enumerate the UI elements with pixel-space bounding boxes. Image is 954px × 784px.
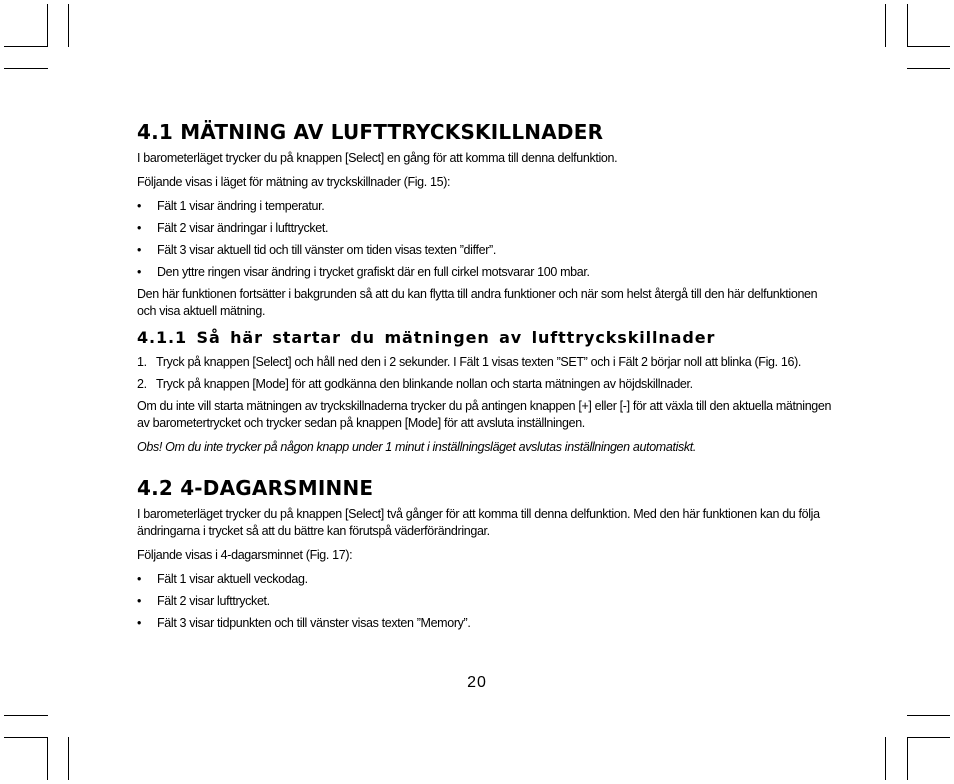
section-heading: 4.2 4-DAGARSMINNE [137,476,374,500]
crop-mark [907,68,950,69]
crop-mark [907,46,950,47]
crop-mark [68,737,69,780]
list-item-text: Fält 2 visar ändringar i lufttrycket. [157,221,329,235]
paragraph: Den här funktionen fortsätter i bakgrunden så att du kan flytta till andra funktioner och när som helst återgå till den här delfunktionen och visa aktuell mätning. [137,287,818,318]
list-item [137,615,833,632]
crop-mark [4,737,48,738]
crop-mark [907,737,950,738]
bullet-marker: • [137,594,142,608]
paragraph: Om du inte vill starta mätningen av tryckskillnaderna trycker du på antingen knappen [+] eller [-] för att växla till den aktuella mätningen av barometertrycket och trycker sedan på knappen [Mode] för att avsluta inställningen. [137,399,832,430]
paragraph: Följande visas i läget för mätning av tryckskillnader (Fig. 15): [137,175,451,189]
section-heading: 4.1 MÄTNING AV LUFTTRYCKSKILLNADER [137,120,604,144]
bullet-marker: • [137,221,142,235]
list-item-text: Fält 3 visar tidpunkten och till vänster visas texten ”Memory”. [157,616,471,630]
list-item-text: Tryck på knappen [Select] och håll ned den i 2 sekunder. I Fält 1 visas texten ”SET” och i Fält 2 börjar noll att blinka (Fig. 16). [156,355,802,369]
crop-mark [68,4,69,47]
crop-mark [907,737,908,780]
step-number: 1. [137,355,147,369]
crop-mark [907,4,908,47]
list-item-text: Fält 1 visar ändring i temperatur. [157,199,325,213]
list-item-text: Tryck på knappen [Mode] för att godkänna den blinkande nollan och starta mätningen av höjdskillnader. [156,377,693,391]
crop-mark [885,4,886,47]
list-item [137,376,833,393]
crop-mark [47,4,48,47]
crop-mark [907,715,950,716]
list-item [137,264,833,281]
bullet-marker: • [137,572,142,586]
crop-mark [4,715,48,716]
subsection-heading: 4.1.1 Så här startar du mätningen av lufttryckskillnader [137,328,716,347]
list-item [137,354,833,371]
numbered-list [137,354,833,393]
list-item [137,220,833,237]
list-item [137,571,833,588]
note: Obs! Om du inte trycker på någon knapp under 1 minut i inställningsläget avslutas inställningen automatiskt. [137,440,697,454]
step-number: 2. [137,377,147,391]
page-content [137,118,833,637]
paragraph: I barometerläget trycker du på knappen [Select] en gång för att komma till denna delfunktion. [137,151,618,165]
list-item-text: Fält 2 visar lufttrycket. [157,594,270,608]
list-item [137,242,833,259]
bullet-marker: • [137,616,142,630]
bullet-marker: • [137,265,142,279]
list-item [137,593,833,610]
section-4-1 [137,118,833,320]
list-item-text: Fält 1 visar aktuell veckodag. [157,572,308,586]
bullet-list [137,198,833,281]
list-item-text: Den yttre ringen visar ändring i trycket grafiskt där en full cirkel motsvarar 100 mbar. [157,265,590,279]
crop-mark [4,68,48,69]
list-item-text: Fält 3 visar aktuell tid och till vänster om tiden visas texten ”differ”. [157,243,496,257]
section-4-1-1 [137,327,833,456]
bullet-marker: • [137,199,142,213]
paragraph: Följande visas i 4-dagarsminnet (Fig. 17): [137,548,353,562]
list-item [137,198,833,215]
crop-mark [885,737,886,780]
crop-mark [47,737,48,780]
paragraph: I barometerläget trycker du på knappen [Select] två gånger för att komma till denna delfunktion. Med den här funktionen kan du följa ändringarna i trycket så att du bättre kan förutspå väderförändringar. [137,507,820,538]
page-number: 20 [467,674,487,691]
crop-mark [4,46,48,47]
bullet-marker: • [137,243,142,257]
bullet-list [137,571,833,632]
section-4-2 [137,474,833,632]
